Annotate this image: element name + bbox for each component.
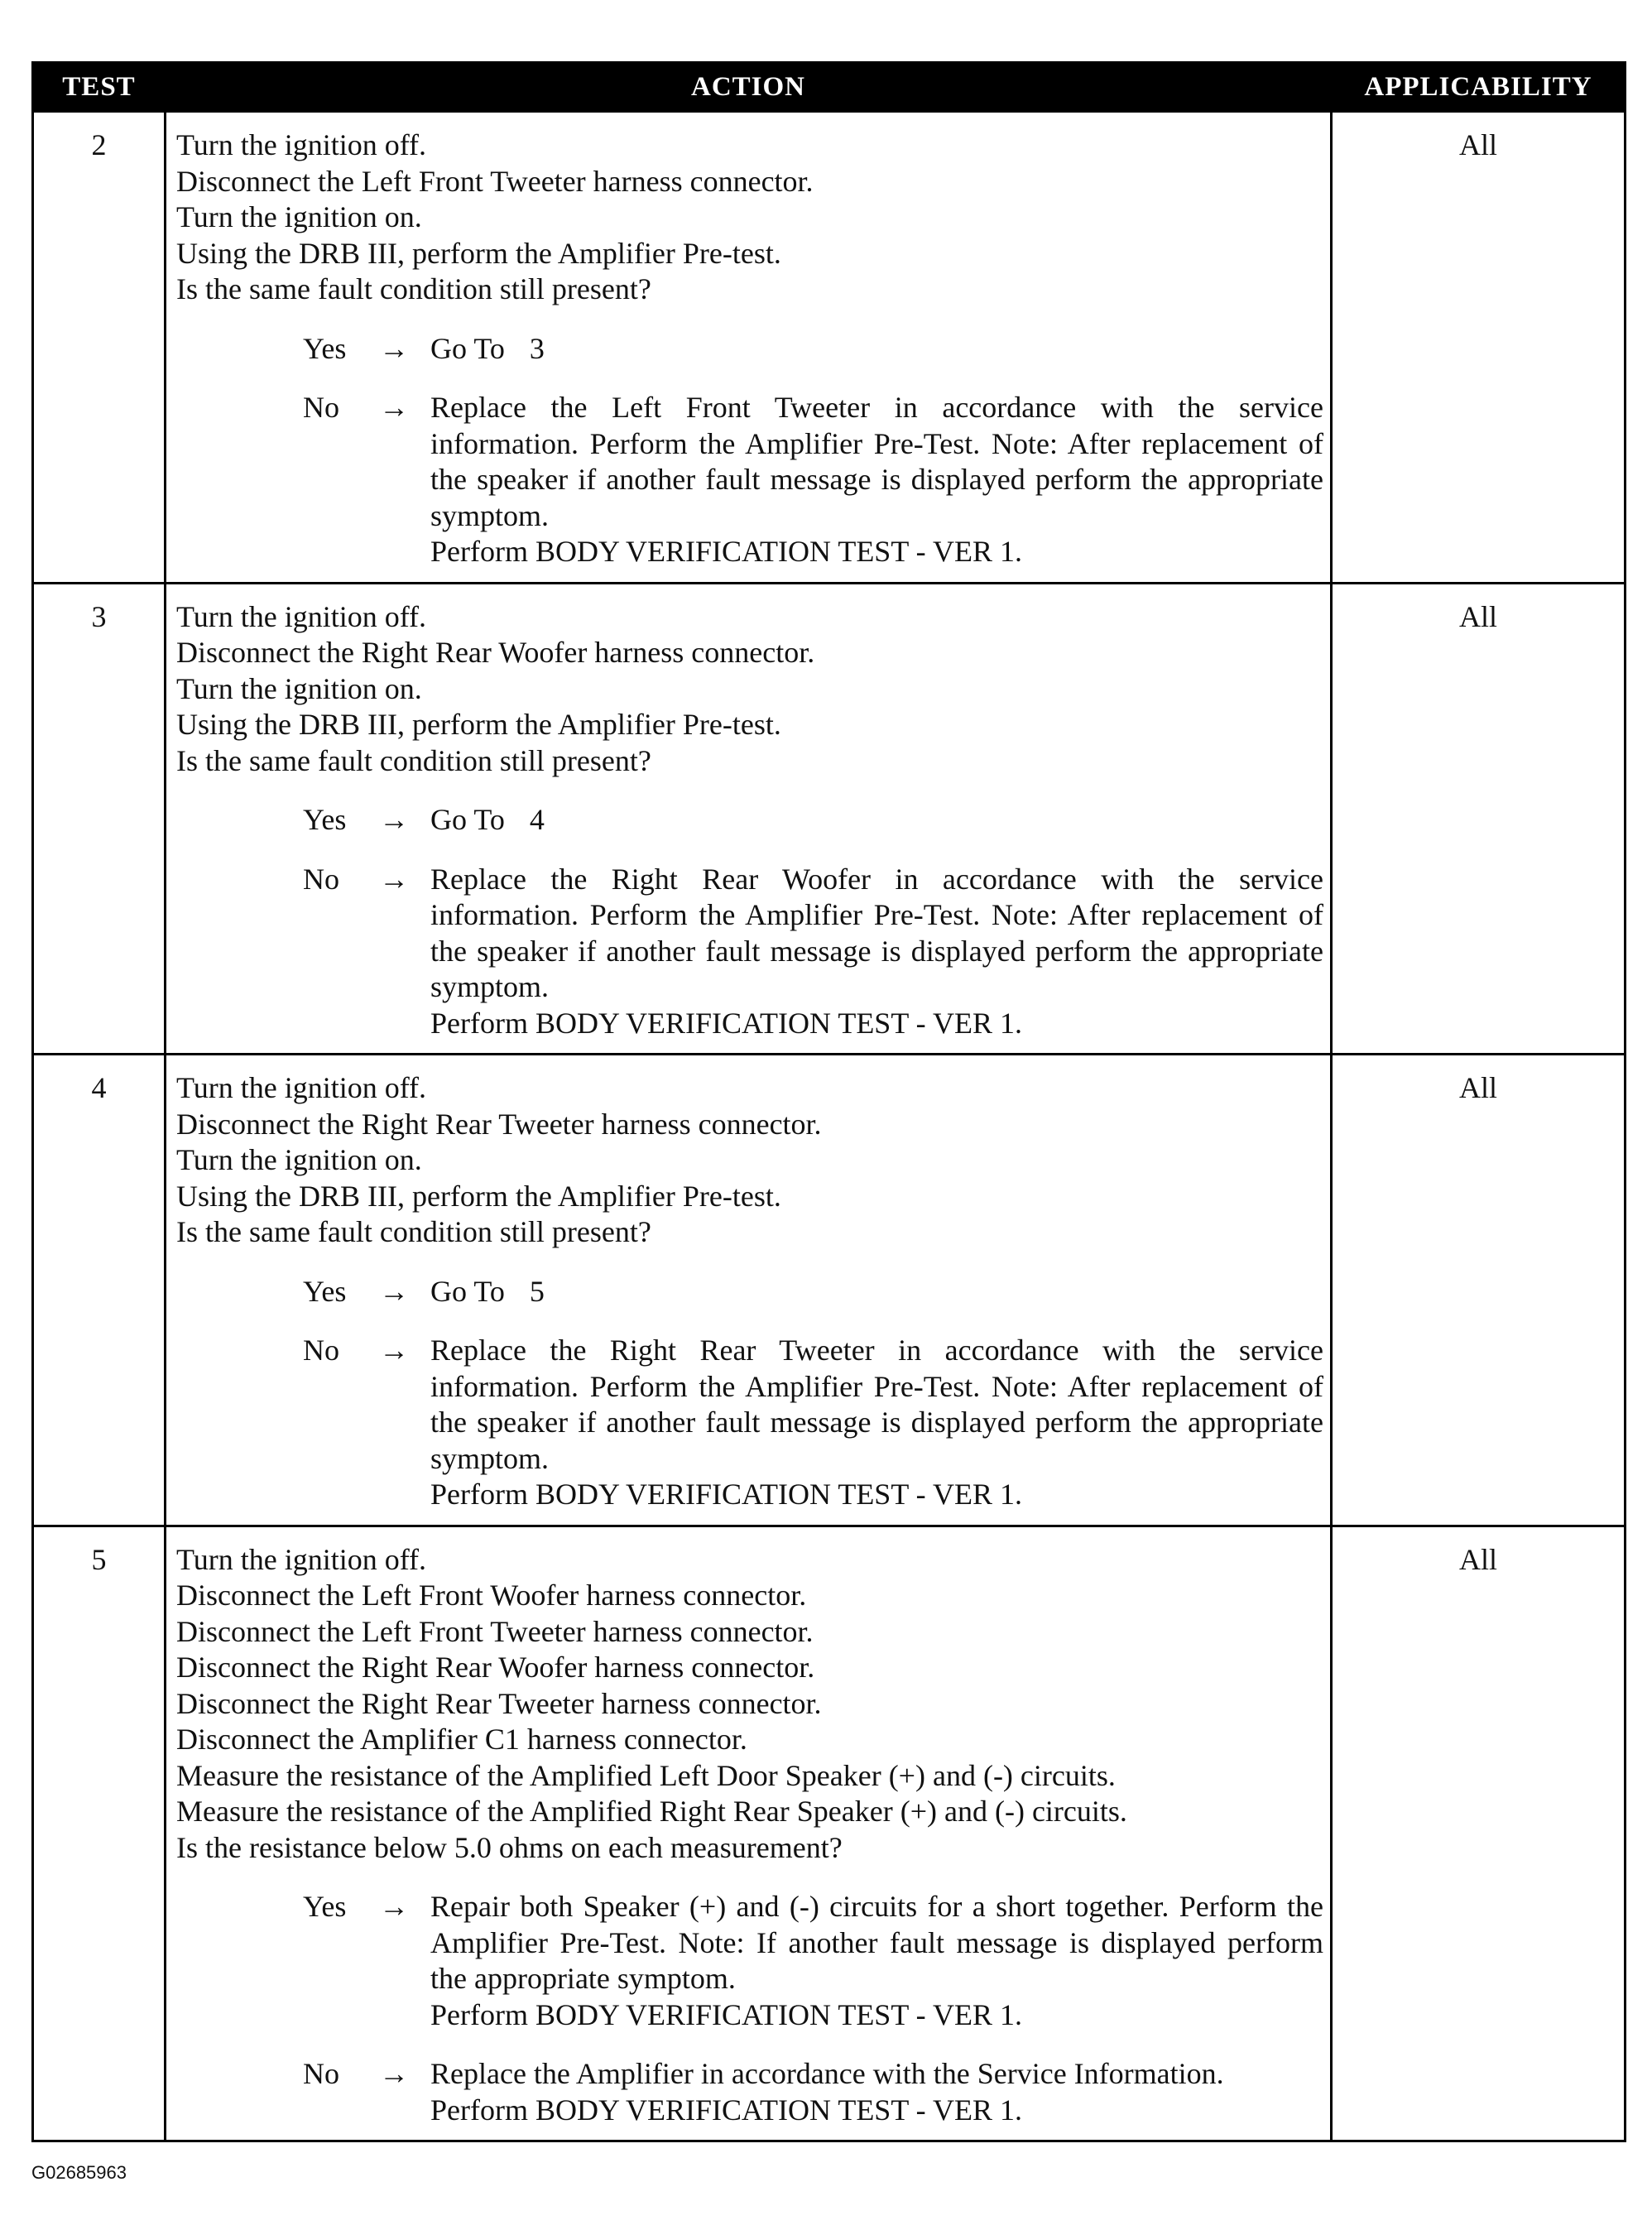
- step-text: Using the DRB III, perform the Amplifier Pre-test.: [176, 1179, 781, 1213]
- no-result: [176, 1333, 1323, 1513]
- arrow-right-icon: →: [379, 1334, 409, 1367]
- result-text: Replace the Left Front Tweeter in accordance with the service information. Perform the Amplifier Pre-Test. Note: After replacement of the speaker if another fault message is displayed perform the appropriate symptom.: [430, 391, 1323, 532]
- arrow-right-icon: →: [379, 391, 409, 424]
- result-text: Repair both Speaker (+) and (-) circuits for a short together. Perform the Amplifier Pre-Test. Note: If another fault message is displayed perform the appropriate symptom.: [430, 1890, 1323, 1995]
- step-text: Measure the resistance of the Amplified Left Door Speaker (+) and (-) circuits.: [176, 1758, 1116, 1792]
- step-text: Using the DRB III, perform the Amplifier Pre-test.: [176, 708, 781, 741]
- table-row: [33, 112, 1626, 584]
- table-row: [33, 1526, 1626, 2141]
- arrow-right-icon: →: [379, 862, 409, 896]
- result-options: [176, 1274, 1323, 1513]
- step-text: Disconnect the Left Front Tweeter harness connector.: [176, 164, 814, 198]
- action-cell: [166, 1526, 1332, 2141]
- yes-result: [176, 802, 1323, 839]
- goto-number: 3: [529, 331, 545, 365]
- table-row: [33, 583, 1626, 1055]
- arrow-right-icon: →: [379, 803, 409, 836]
- step-text: Turn the ignition on.: [176, 671, 422, 705]
- action-cell: [166, 112, 1332, 584]
- no-result: [176, 390, 1323, 570]
- step-question: Is the same fault condition still present?: [176, 1215, 651, 1248]
- goto-label: Go To: [430, 331, 505, 365]
- header-applicability: APPLICABILITY: [1332, 63, 1626, 112]
- goto-number: 4: [529, 803, 545, 836]
- header-action: ACTION: [166, 63, 1332, 112]
- diagnostic-test-table: [31, 61, 1626, 2142]
- goto-number: 5: [529, 1274, 545, 1308]
- applicability-value: All: [1332, 583, 1626, 1055]
- yes-label: Yes: [303, 803, 347, 836]
- step-text: Disconnect the Right Rear Woofer harness connector.: [176, 636, 815, 669]
- goto-label: Go To: [430, 1274, 505, 1308]
- no-label: No: [303, 391, 339, 424]
- step-text: Turn the ignition off.: [176, 599, 427, 633]
- step-text: Turn the ignition off.: [176, 1071, 427, 1104]
- no-result: [176, 2056, 1323, 2128]
- step-question: Is the same fault condition still present?: [176, 743, 651, 777]
- result-options: [176, 802, 1323, 1041]
- test-number: 5: [33, 1526, 166, 2141]
- step-text: Using the DRB III, perform the Amplifier Pre-test.: [176, 236, 781, 270]
- test-number: 3: [33, 583, 166, 1055]
- step-text: Disconnect the Right Rear Tweeter harness connector.: [176, 1107, 822, 1141]
- step-text: Measure the resistance of the Amplified Right Rear Speaker (+) and (-) circuits.: [176, 1795, 1127, 1828]
- yes-label: Yes: [303, 1890, 347, 1923]
- table-header-row: [33, 63, 1626, 112]
- step-text: Disconnect the Left Front Woofer harness connector.: [176, 1579, 807, 1612]
- result-text: Replace the Right Rear Tweeter in accordance with the service information. Perform the Amplifier Pre-Test. Note: After replacement of the speaker if another fault message is displayed perform the appropriate symptom.: [430, 1334, 1323, 1475]
- step-text: Disconnect the Amplifier C1 harness connector.: [176, 1723, 747, 1756]
- result-options: [176, 1889, 1323, 2128]
- arrow-right-icon: →: [379, 331, 409, 365]
- result-options: [176, 331, 1323, 570]
- verification-text: Perform BODY VERIFICATION TEST - VER 1.: [430, 1997, 1023, 2031]
- goto-label: Go To: [430, 803, 505, 836]
- action-cell: [166, 1055, 1332, 1526]
- step-question: Is the same fault condition still present?: [176, 272, 651, 305]
- yes-result: [176, 1889, 1323, 2033]
- step-text: Turn the ignition on.: [176, 200, 422, 233]
- arrow-right-icon: →: [379, 1890, 409, 1923]
- step-text: Turn the ignition on.: [176, 1143, 422, 1176]
- table-row: [33, 1055, 1626, 1526]
- verification-text: Perform BODY VERIFICATION TEST - VER 1.: [430, 1006, 1023, 1040]
- step-text: Disconnect the Right Rear Tweeter harness connector.: [176, 1686, 822, 1720]
- no-label: No: [303, 1334, 339, 1367]
- action-cell: [166, 583, 1332, 1055]
- verification-text: Perform BODY VERIFICATION TEST - VER 1.: [430, 535, 1023, 568]
- test-number: 4: [33, 1055, 166, 1526]
- result-text: Replace the Amplifier in accordance with the Service Information.: [430, 2057, 1224, 2090]
- step-text: Disconnect the Right Rear Woofer harness connector.: [176, 1651, 815, 1684]
- step-question: Is the resistance below 5.0 ohms on each measurement?: [176, 1830, 843, 1864]
- no-label: No: [303, 862, 339, 896]
- step-text: Disconnect the Left Front Tweeter harness connector.: [176, 1614, 814, 1648]
- yes-label: Yes: [303, 1274, 347, 1308]
- arrow-right-icon: →: [379, 1274, 409, 1308]
- test-number: 2: [33, 112, 166, 584]
- applicability-value: All: [1332, 112, 1626, 584]
- no-label: No: [303, 2057, 339, 2090]
- applicability-value: All: [1332, 1055, 1626, 1526]
- step-text: Turn the ignition off.: [176, 1542, 427, 1576]
- verification-text: Perform BODY VERIFICATION TEST - VER 1.: [430, 1478, 1023, 1511]
- yes-result: [176, 331, 1323, 368]
- applicability-value: All: [1332, 1526, 1626, 2141]
- result-text: Replace the Right Rear Woofer in accordance with the service information. Perform the Amplifier Pre-Test. Note: After replacement of the speaker if another fault message is displayed perform the appropriate symptom.: [430, 862, 1323, 1003]
- verification-text: Perform BODY VERIFICATION TEST - VER 1.: [430, 2093, 1023, 2127]
- step-text: Turn the ignition off.: [176, 128, 427, 161]
- header-test: TEST: [33, 63, 166, 112]
- figure-code: G02685963: [31, 2162, 127, 2183]
- yes-result: [176, 1274, 1323, 1310]
- arrow-right-icon: →: [379, 2057, 409, 2090]
- yes-label: Yes: [303, 331, 347, 365]
- no-result: [176, 862, 1323, 1042]
